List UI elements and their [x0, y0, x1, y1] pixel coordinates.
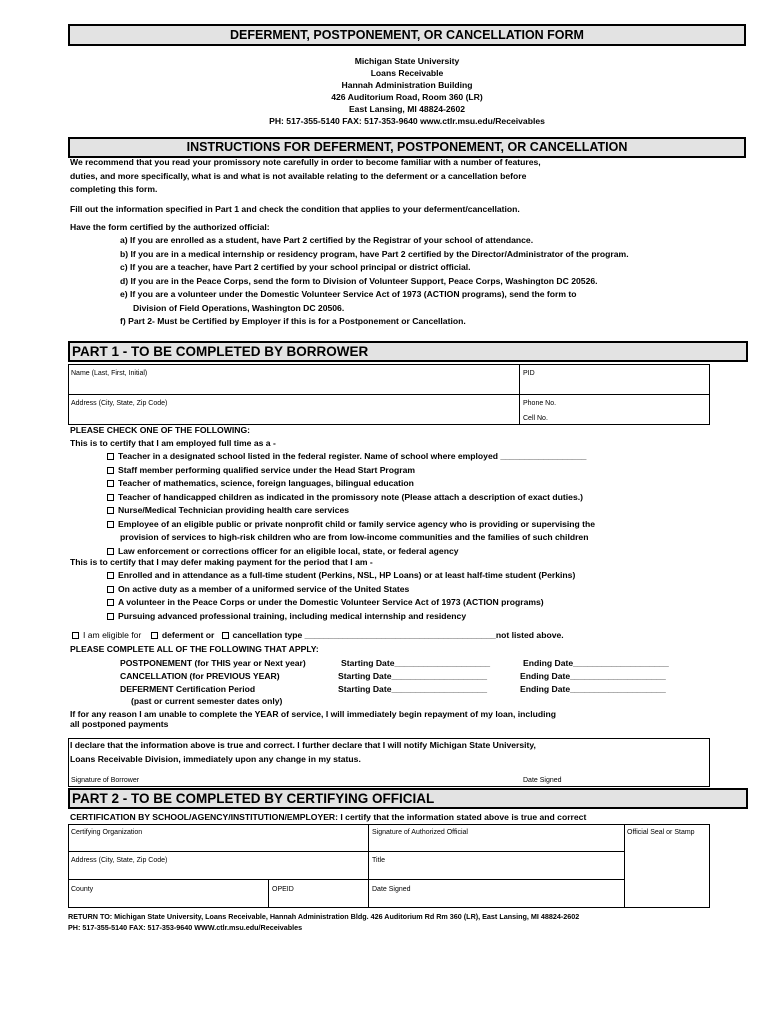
official-seal-field: Official Seal or Stamp	[627, 829, 695, 836]
certification-statement: CERTIFICATION BY SCHOOL/AGENCY/INSTITUTION/EMPLOYER: I certify that the information stated above is true and correct	[70, 812, 587, 822]
eligible-checkbox[interactable]	[72, 632, 79, 639]
ending-date-field[interactable]: Ending Date____________________	[520, 684, 666, 694]
cell-field[interactable]: Cell No.	[523, 415, 548, 422]
defer-option[interactable]: Enrolled and in attendance as a full-time student (Perkins, NSL, HP Loans) or at least half-time student (Perkins)	[107, 569, 575, 583]
employed-option[interactable]: Teacher in a designated school listed in the federal register. Name of school where employed __________________	[107, 450, 595, 464]
intro-line: completing this form.	[70, 184, 158, 194]
checkbox[interactable]	[107, 586, 114, 593]
address-line: Hannah Administration Building	[341, 80, 473, 90]
certifying-org-field[interactable]: Certifying Organization	[71, 829, 143, 836]
defer-intro: This is to certify that I may defer making payment for the period that I am -	[70, 557, 373, 567]
employed-option[interactable]: Law enforcement or corrections officer for an eligible local, state, or federal agency	[107, 545, 595, 559]
part1-title: PART 1 - TO BE COMPLETED BY BORROWER	[68, 341, 748, 362]
instruction-item: c) If you are a teacher, have Part 2 certified by your school principal or district official.	[120, 262, 471, 272]
official-signature-field[interactable]: Signature of Authorized Official	[372, 829, 468, 836]
address-line: Loans Receivable	[370, 68, 444, 78]
divider	[68, 879, 624, 880]
checkbox[interactable]	[107, 494, 114, 501]
instructions-title: INSTRUCTIONS FOR DEFERMENT, POSTPONEMENT, OR CANCELLATION	[68, 137, 746, 158]
have-certified-instruction: Have the form certified by the authorized official:	[70, 222, 270, 232]
ending-date-field[interactable]: Ending Date____________________	[520, 671, 666, 681]
instruction-item: f) Part 2- Must be Certified by Employer if this is for a Postponement or Cancellation.	[120, 316, 466, 326]
checkbox[interactable]	[107, 572, 114, 579]
certifier-date-signed-field[interactable]: Date Signed	[372, 886, 411, 893]
declare-line: I declare that the information above is true and correct. I further declare that I will notify Michigan State University,	[70, 740, 536, 750]
phone-field[interactable]: Phone No.	[523, 400, 557, 407]
checkbox[interactable]	[107, 613, 114, 620]
employed-option-continuation: provision of services to high-risk children who are from low-income communities and the families of such children	[120, 532, 589, 542]
address-line: East Lansing, MI 48824-2602	[348, 104, 466, 114]
defer-option[interactable]: Pursuing advanced professional training, including medical internship and residency	[107, 610, 575, 624]
address-block	[68, 55, 746, 127]
past-dates-note: (past or current semester dates only)	[131, 696, 283, 706]
employed-option[interactable]: Teacher of handicapped children as indicated in the promissory note (Please attach a description of exact duties.)	[107, 491, 595, 505]
form-title: DEFERMENT, POSTPONEMENT, OR CANCELLATION FORM	[68, 24, 746, 46]
starting-date-field[interactable]: Starting Date____________________	[338, 684, 488, 694]
pid-field[interactable]: PID	[523, 370, 535, 377]
instruction-items	[120, 234, 629, 329]
divider	[519, 364, 520, 425]
starting-date-field[interactable]: Starting Date____________________	[338, 671, 488, 681]
defer-option[interactable]: On active duty as a member of a uniformed service of the United States	[107, 583, 575, 597]
check-one-heading: PLEASE CHECK ONE OF THE FOLLOWING:	[70, 425, 250, 435]
period-label: POSTPONEMENT (for THIS year or Next year)	[120, 658, 306, 668]
employed-option[interactable]: Nurse/Medical Technician providing health care services	[107, 504, 595, 518]
checkbox[interactable]	[107, 467, 114, 474]
checkbox[interactable]	[107, 521, 114, 528]
opeid-field[interactable]: OPEID	[272, 886, 294, 893]
declaration-text	[70, 739, 536, 766]
employed-intro: This is to certify that I am employed full time as a -	[70, 438, 276, 448]
defer-option[interactable]: A volunteer in the Peace Corps or under the Domestic Volunteer Service Act of 1973 (ACTION programs)	[107, 596, 575, 610]
divider	[624, 824, 625, 908]
title-field[interactable]: Title	[372, 857, 385, 864]
instructions-intro	[70, 156, 541, 197]
divider	[268, 879, 269, 908]
checkbox[interactable]	[107, 480, 114, 487]
address-line: PH: 517-355-5140 FAX: 517-353-9640 www.ctlr.msu.edu/Receivables	[269, 116, 545, 126]
fill-out-instruction: Fill out the information specified in Part 1 and check the condition that applies to your deferment/cancellation.	[70, 204, 520, 214]
cancellation-checkbox[interactable]	[222, 632, 229, 639]
divider	[368, 824, 369, 908]
intro-line: We recommend that you read your promissory note carefully in order to become familiar with a number of features,	[70, 157, 541, 167]
instruction-item: e) If you are a volunteer under the Domestic Volunteer Service Act of 1973 (ACTION programs), send the form to	[120, 289, 577, 299]
footer-contact: PH: 517-355-5140 FAX: 517-353-9640 WWW.ctlr.msu.edu/Receivables	[68, 923, 303, 932]
borrower-date-signed-field[interactable]: Date Signed	[523, 777, 562, 784]
intro-line: duties, and more specifically, what is and what is not available relating to the deferment or a cancellation before	[70, 170, 527, 181]
part2-title: PART 2 - TO BE COMPLETED BY CERTIFYING OFFICIAL	[68, 788, 748, 809]
instruction-item: d) If you are in the Peace Corps, send the form to Division of Volunteer Support, Peace Corps, Washington DC 20526.	[120, 275, 598, 286]
instruction-item: a) If you are enrolled as a student, have Part 2 certified by the Registrar of your school of attendance.	[120, 235, 534, 245]
declare-line: Loans Receivable Division, immediately upon any change in my status.	[70, 753, 361, 764]
divider	[68, 851, 624, 852]
checkbox[interactable]	[107, 548, 114, 555]
county-field[interactable]: County	[71, 886, 94, 893]
unable-statement	[70, 709, 556, 729]
borrower-signature-field[interactable]: Signature of Borrower	[71, 777, 140, 784]
defer-options	[107, 569, 575, 623]
eligible-line: I am eligible for deferment or cancellation type ________________________________________not listed above.	[72, 629, 564, 643]
unable-line: all postponed payments	[70, 719, 169, 729]
divider	[68, 394, 710, 395]
checkbox[interactable]	[107, 599, 114, 606]
period-label: CANCELLATION (for PREVIOUS YEAR)	[120, 671, 280, 681]
instruction-item: b) If you are in a medical internship or residency program, have Part 2 certified by the Director/Administrator of the program.	[120, 248, 629, 259]
checkbox[interactable]	[107, 507, 114, 514]
ending-date-field[interactable]: Ending Date____________________	[523, 658, 669, 668]
certifier-address-field[interactable]: Address (City, State, Zip Code)	[71, 857, 168, 864]
address-line: 426 Auditorium Road, Room 360 (LR)	[331, 92, 483, 102]
complete-all-heading: PLEASE COMPLETE ALL OF THE FOLLOWING THAT APPLY:	[70, 644, 319, 654]
checkbox[interactable]	[107, 453, 114, 460]
name-field[interactable]: Name (Last, First, Initial)	[71, 370, 148, 377]
period-label: DEFERMENT Certification Period	[120, 684, 256, 694]
address-field[interactable]: Address (City, State, Zip Code)	[71, 400, 168, 407]
employed-option[interactable]: Teacher of mathematics, science, foreign languages, bilingual education	[107, 477, 595, 491]
starting-date-field[interactable]: Starting Date____________________	[341, 658, 491, 668]
footer-return-to: RETURN TO: Michigan State University, Loans Receivable, Hannah Administration Bldg. 426 Auditorium Rd Rm 360 (LR), East Lansing, MI 48824-2602	[68, 912, 580, 921]
employed-option[interactable]: Staff member performing qualified service under the Head Start Program	[107, 464, 595, 478]
instruction-item: Division of Field Operations, Washington DC 20506.	[133, 302, 345, 313]
deferment-checkbox[interactable]	[151, 632, 158, 639]
employed-option[interactable]: Employee of an eligible public or private nonprofit child or family service agency who is providing or supervising the	[107, 518, 595, 532]
employed-options	[107, 450, 595, 558]
address-line: Michigan State University	[354, 56, 460, 66]
unable-line: If for any reason I am unable to complete the YEAR of service, I will immediately begin repayment of my loan, including	[70, 709, 556, 719]
